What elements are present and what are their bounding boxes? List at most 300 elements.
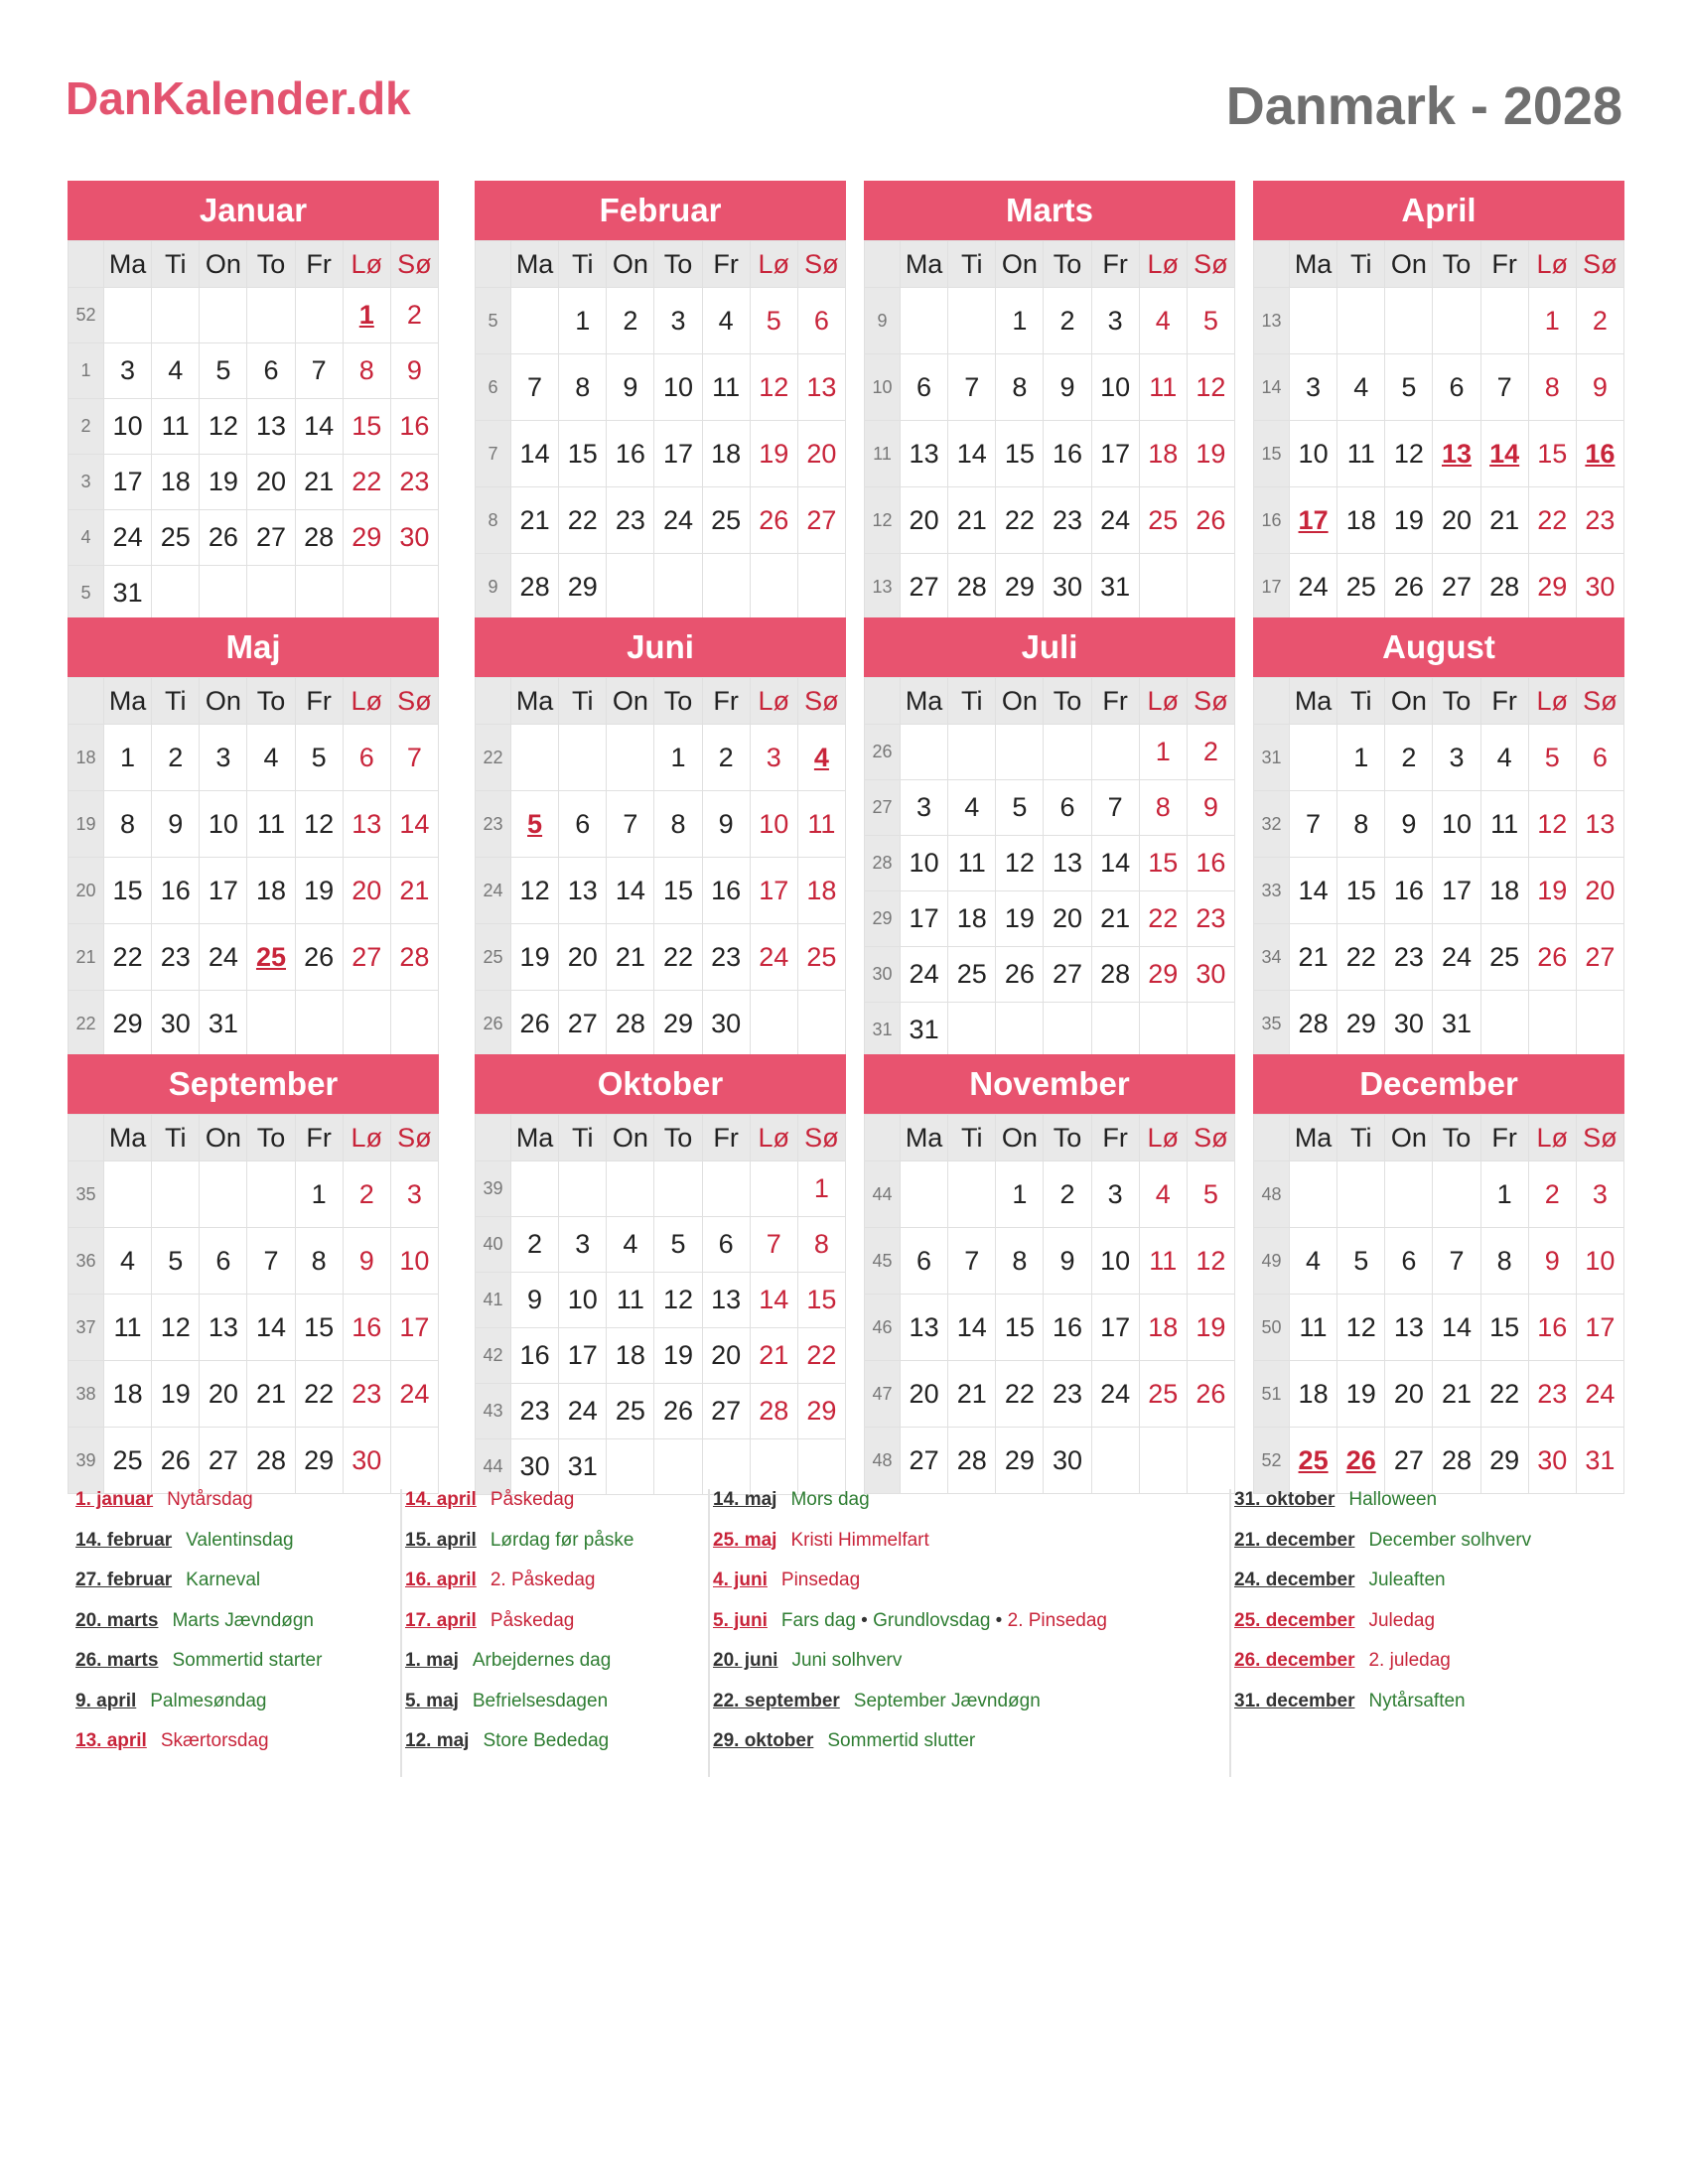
brand-logo[interactable]: DanKalender.dk <box>66 72 411 124</box>
day-cell: 23 <box>1044 487 1091 554</box>
day-cell: 21 <box>247 1361 295 1428</box>
empty-cell <box>295 288 343 343</box>
legend-item <box>1234 1610 1531 1651</box>
day-cell: 31 <box>200 991 247 1057</box>
weekday-header: Ma <box>1290 1115 1337 1161</box>
day-cell: 12 <box>1187 354 1234 421</box>
weekday-header: Fr <box>295 678 343 725</box>
legend-holiday-name: Karneval <box>186 1570 261 1590</box>
week-number: 26 <box>865 725 901 780</box>
day-cell: 25 <box>702 487 750 554</box>
month-title: November <box>864 1054 1235 1114</box>
day-cell: 19 <box>654 1328 702 1384</box>
day-cell: 19 <box>295 858 343 924</box>
day-cell: 15 <box>996 1295 1044 1361</box>
day-cell: 6 <box>901 354 948 421</box>
day-cell: 11 <box>607 1273 654 1328</box>
legend-date[interactable]: 15. april <box>405 1529 477 1551</box>
empty-cell <box>1091 1428 1139 1494</box>
empty-cell <box>1433 1161 1480 1228</box>
day-cell: 23 <box>702 924 750 991</box>
legend-date[interactable]: 14. maj <box>713 1489 777 1510</box>
day-cell: 7 <box>1433 1228 1480 1295</box>
weekday-header: Ti <box>559 241 607 288</box>
day-cell: 1 <box>1139 725 1187 780</box>
week-row <box>1254 487 1624 554</box>
week-row <box>69 725 439 791</box>
weekday-header: To <box>1433 241 1480 288</box>
legend-item <box>1234 1570 1531 1610</box>
day-cell: 14 <box>607 858 654 924</box>
day-cell: 24 <box>559 1384 607 1439</box>
legend-item <box>713 1530 1107 1570</box>
day-cell: 6 <box>1385 1228 1433 1295</box>
week-row <box>476 791 846 858</box>
week-number: 21 <box>69 924 104 991</box>
day-cell: 4 <box>104 1228 152 1295</box>
legend-date[interactable]: 14. april <box>405 1489 477 1510</box>
empty-cell <box>702 1161 750 1217</box>
day-cell: 30 <box>1044 554 1091 620</box>
week-row <box>1254 1228 1624 1295</box>
legend-holiday-name: Arbejdernes dag <box>472 1650 612 1671</box>
day-cell: 2 <box>343 1161 390 1228</box>
week-row <box>476 858 846 924</box>
legend-date[interactable]: 1. januar <box>75 1489 154 1510</box>
empty-cell <box>1091 725 1139 780</box>
empty-cell <box>390 1428 438 1494</box>
day-cell: 21 <box>948 1361 996 1428</box>
day-cell: 14 <box>1433 1295 1480 1361</box>
empty-cell <box>948 725 996 780</box>
weekday-header: Sø <box>390 678 438 725</box>
week-row <box>865 1161 1235 1228</box>
legend-item <box>1234 1691 1531 1731</box>
day-cell: 22 <box>797 1328 845 1384</box>
empty-cell <box>607 1161 654 1217</box>
legend-date[interactable]: 24. december <box>1234 1570 1355 1590</box>
week-row <box>1254 1295 1624 1361</box>
day-cell: 6 <box>1576 725 1623 791</box>
day-cell: 4 <box>1480 725 1528 791</box>
week-row <box>476 725 846 791</box>
legend-date[interactable]: 21. december <box>1234 1529 1355 1551</box>
day-cell: 30 <box>1385 991 1433 1057</box>
day-cell: 29 <box>996 1428 1044 1494</box>
day-cell: 20 <box>343 858 390 924</box>
day-cell: 30 <box>1576 554 1623 620</box>
day-cell: 24 <box>200 924 247 991</box>
day-cell: 17 <box>200 858 247 924</box>
week-row <box>865 1003 1235 1058</box>
weekday-header: Ma <box>901 678 948 725</box>
empty-cell <box>1187 554 1234 620</box>
week-header <box>476 1115 511 1161</box>
day-cell: 20 <box>1385 1361 1433 1428</box>
weekday-header: Ma <box>1290 678 1337 725</box>
week-row <box>69 1228 439 1295</box>
month-title: September <box>68 1054 439 1114</box>
day-cell: 9 <box>1187 780 1234 836</box>
day-cell: 28 <box>1290 991 1337 1057</box>
week-row <box>865 780 1235 836</box>
day-cell: 14 <box>1091 836 1139 891</box>
day-cell: 29 <box>1480 1428 1528 1494</box>
day-cell: 14 <box>948 421 996 487</box>
day-cell: 28 <box>390 924 438 991</box>
week-header <box>1254 1115 1290 1161</box>
legend-separator: • <box>990 1609 1008 1631</box>
weekday-header: Lø <box>1139 241 1187 288</box>
day-cell: 6 <box>343 725 390 791</box>
day-cell: 19 <box>996 891 1044 947</box>
week-row <box>1254 1361 1624 1428</box>
day-cell: 25 <box>1480 924 1528 991</box>
week-header <box>69 1115 104 1161</box>
legend-date[interactable]: 4. juni <box>713 1570 768 1590</box>
legend-item <box>75 1570 322 1610</box>
legend-date[interactable]: 20. marts <box>75 1609 159 1631</box>
weekday-header: Lø <box>1528 678 1576 725</box>
day-cell: 9 <box>1385 791 1433 858</box>
weekday-header: Ma <box>1290 241 1337 288</box>
day-cell: 17 <box>559 1328 607 1384</box>
day-cell: 4 <box>152 343 200 399</box>
legend-date[interactable]: 25. maj <box>713 1529 777 1551</box>
day-cell: 7 <box>607 791 654 858</box>
weekday-header: Ma <box>511 1115 559 1161</box>
day-cell: 30 <box>343 1428 390 1494</box>
day-cell: 2 <box>152 725 200 791</box>
weekday-header: To <box>654 1115 702 1161</box>
day-cell: 16 <box>1528 1295 1576 1361</box>
legend-holiday-name: Fars dag <box>780 1609 856 1631</box>
day-cell: 12 <box>996 836 1044 891</box>
legend-column <box>1234 1489 1531 1730</box>
day-cell: 2 <box>702 725 750 791</box>
legend-date[interactable]: 13. april <box>75 1730 147 1751</box>
legend-date[interactable]: 29. oktober <box>713 1730 814 1751</box>
weekday-header: Sø <box>797 1115 845 1161</box>
day-cell: 22 <box>996 1361 1044 1428</box>
legend-divider <box>400 1489 402 1777</box>
weekday-header: Lø <box>1528 241 1576 288</box>
day-cell: 23 <box>152 924 200 991</box>
week-row <box>476 487 846 554</box>
day-cell: 30 <box>1528 1428 1576 1494</box>
day-cell: 20 <box>702 1328 750 1384</box>
day-cell: 20 <box>559 924 607 991</box>
empty-cell <box>1385 1161 1433 1228</box>
day-cell: 10 <box>1576 1228 1623 1295</box>
weekday-header: Ti <box>948 1115 996 1161</box>
day-cell: 5 <box>1187 288 1234 354</box>
day-cell: 9 <box>702 791 750 858</box>
month-april <box>1253 181 1624 620</box>
week-row <box>1254 924 1624 991</box>
day-cell: 23 <box>1576 487 1623 554</box>
day-cell: 10 <box>1091 354 1139 421</box>
day-cell: 13 <box>901 421 948 487</box>
day-cell: 25 <box>948 947 996 1003</box>
legend-date[interactable]: 12. maj <box>405 1730 470 1751</box>
day-cell: 14 <box>390 791 438 858</box>
legend-date[interactable]: 5. juni <box>713 1609 768 1631</box>
month-title: Marts <box>864 181 1235 240</box>
day-cell: 16 <box>1044 421 1091 487</box>
day-cell: 18 <box>797 858 845 924</box>
day-cell: 7 <box>948 354 996 421</box>
week-row <box>865 554 1235 620</box>
weekday-header: Ma <box>901 241 948 288</box>
legend-date[interactable]: 20. juni <box>713 1650 778 1671</box>
week-number: 5 <box>69 566 104 621</box>
week-number: 33 <box>1254 858 1290 924</box>
day-cell: 24 <box>1576 1361 1623 1428</box>
day-cell: 28 <box>750 1384 797 1439</box>
week-number: 35 <box>69 1161 104 1228</box>
legend-item <box>75 1489 322 1530</box>
legend-date[interactable]: 9. april <box>75 1690 137 1711</box>
day-cell: 18 <box>1480 858 1528 924</box>
legend-holiday-name: 2. Pinsedag <box>1007 1609 1107 1631</box>
day-cell: 23 <box>511 1384 559 1439</box>
day-cell: 18 <box>702 421 750 487</box>
week-row <box>69 1428 439 1494</box>
day-cell: 29 <box>1139 947 1187 1003</box>
empty-cell <box>607 1439 654 1495</box>
empty-cell <box>750 1161 797 1217</box>
day-cell: 6 <box>702 1217 750 1273</box>
day-cell: 5 <box>750 288 797 354</box>
day-cell: 30 <box>1044 1428 1091 1494</box>
day-cell: 16 <box>1576 421 1623 487</box>
day-cell: 11 <box>797 791 845 858</box>
empty-cell <box>390 991 438 1057</box>
day-cell: 5 <box>654 1217 702 1273</box>
day-cell: 20 <box>901 1361 948 1428</box>
legend-date[interactable]: 25. december <box>1234 1609 1355 1631</box>
day-cell: 24 <box>750 924 797 991</box>
week-number: 29 <box>865 891 901 947</box>
day-cell: 31 <box>1433 991 1480 1057</box>
week-number: 16 <box>1254 487 1290 554</box>
day-cell: 2 <box>511 1217 559 1273</box>
empty-cell <box>104 288 152 343</box>
legend-date[interactable]: 17. april <box>405 1609 477 1631</box>
day-cell: 30 <box>152 991 200 1057</box>
weekday-header: Fr <box>1480 678 1528 725</box>
day-cell: 13 <box>343 791 390 858</box>
day-cell: 4 <box>948 780 996 836</box>
day-cell: 26 <box>1385 554 1433 620</box>
week-header <box>1254 241 1290 288</box>
legend-date[interactable]: 31. december <box>1234 1690 1355 1711</box>
legend-holiday-name: 2. juledag <box>1368 1650 1451 1671</box>
week-number: 3 <box>69 455 104 510</box>
day-cell: 19 <box>1187 421 1234 487</box>
week-row <box>1254 1161 1624 1228</box>
week-row <box>69 1295 439 1361</box>
legend-date[interactable]: 16. april <box>405 1570 477 1590</box>
day-cell: 29 <box>996 554 1044 620</box>
day-cell: 26 <box>1528 924 1576 991</box>
day-cell: 3 <box>750 725 797 791</box>
legend-item <box>75 1610 322 1651</box>
week-row <box>865 1428 1235 1494</box>
legend-item <box>405 1730 634 1771</box>
week-row <box>69 1161 439 1228</box>
legend-date[interactable]: 1. maj <box>405 1650 459 1671</box>
legend-divider <box>708 1489 710 1777</box>
empty-cell <box>295 566 343 621</box>
day-cell: 2 <box>1385 725 1433 791</box>
legend-item <box>405 1570 634 1610</box>
day-cell: 15 <box>343 399 390 455</box>
week-row <box>865 1295 1235 1361</box>
empty-cell <box>295 991 343 1057</box>
empty-cell <box>1139 554 1187 620</box>
empty-cell <box>1139 1428 1187 1494</box>
empty-cell <box>797 991 845 1057</box>
weekday-header: Sø <box>1576 678 1623 725</box>
week-number: 39 <box>69 1428 104 1494</box>
week-number: 19 <box>69 791 104 858</box>
week-number: 15 <box>1254 421 1290 487</box>
legend-item <box>405 1691 634 1731</box>
week-row <box>1254 354 1624 421</box>
legend-date[interactable]: 27. februar <box>75 1570 173 1590</box>
day-cell: 19 <box>1187 1295 1234 1361</box>
week-row <box>69 791 439 858</box>
day-cell: 21 <box>295 455 343 510</box>
weekday-header: Lø <box>1139 678 1187 725</box>
empty-cell <box>152 1161 200 1228</box>
week-row <box>69 510 439 566</box>
weekday-header: On <box>1385 678 1433 725</box>
week-row <box>1254 421 1624 487</box>
legend-item <box>713 1570 1107 1610</box>
day-cell: 1 <box>295 1161 343 1228</box>
day-cell: 6 <box>901 1228 948 1295</box>
day-cell: 27 <box>559 991 607 1057</box>
day-cell: 31 <box>1576 1428 1623 1494</box>
empty-cell <box>607 554 654 620</box>
week-number: 28 <box>865 836 901 891</box>
weekday-header: Ma <box>511 678 559 725</box>
day-cell: 21 <box>948 487 996 554</box>
legend-item <box>405 1530 634 1570</box>
day-cell: 14 <box>511 421 559 487</box>
legend-date[interactable]: 26. december <box>1234 1650 1355 1671</box>
empty-cell <box>948 1161 996 1228</box>
week-number: 38 <box>69 1361 104 1428</box>
day-cell: 1 <box>797 1161 845 1217</box>
weekday-header: Lø <box>343 678 390 725</box>
month-juni <box>475 617 846 1057</box>
legend-date[interactable]: 22. september <box>713 1690 840 1711</box>
week-number: 1 <box>69 343 104 399</box>
legend-holiday-name: Befrielsesdagen <box>472 1690 609 1711</box>
legend-holiday-name: December solhverv <box>1368 1529 1532 1551</box>
week-number: 50 <box>1254 1295 1290 1361</box>
week-number: 24 <box>476 858 511 924</box>
empty-cell <box>1290 1161 1337 1228</box>
day-cell: 1 <box>1337 725 1385 791</box>
day-cell: 28 <box>948 554 996 620</box>
empty-cell <box>200 1161 247 1228</box>
day-cell: 1 <box>654 725 702 791</box>
day-cell: 14 <box>295 399 343 455</box>
day-cell: 26 <box>1187 1361 1234 1428</box>
day-cell: 18 <box>1139 421 1187 487</box>
week-number: 31 <box>1254 725 1290 791</box>
day-cell: 27 <box>901 1428 948 1494</box>
day-cell: 11 <box>247 791 295 858</box>
day-cell: 24 <box>104 510 152 566</box>
week-row <box>865 421 1235 487</box>
week-row <box>1254 858 1624 924</box>
week-number: 31 <box>865 1003 901 1058</box>
day-cell: 15 <box>1139 836 1187 891</box>
day-cell: 21 <box>1480 487 1528 554</box>
day-cell: 16 <box>1187 836 1234 891</box>
legend-holiday-name: Sommertid slutter <box>827 1730 976 1751</box>
week-number: 34 <box>1254 924 1290 991</box>
weekday-header: Lø <box>1528 1115 1576 1161</box>
month-title: Januar <box>68 181 439 240</box>
day-cell: 3 <box>901 780 948 836</box>
day-cell: 13 <box>1044 836 1091 891</box>
legend-date[interactable]: 5. maj <box>405 1690 459 1711</box>
week-number: 26 <box>476 991 511 1057</box>
day-cell: 22 <box>1337 924 1385 991</box>
weekday-header: Lø <box>1139 1115 1187 1161</box>
legend-holiday-name: Kristi Himmelfart <box>790 1529 929 1551</box>
day-cell: 4 <box>797 725 845 791</box>
empty-cell <box>1433 288 1480 354</box>
legend-date[interactable]: 26. marts <box>75 1650 159 1671</box>
month-marts <box>864 181 1235 620</box>
legend-date[interactable]: 31. oktober <box>1234 1489 1336 1510</box>
weekday-header: Ti <box>152 241 200 288</box>
day-cell: 1 <box>1528 288 1576 354</box>
day-cell: 3 <box>200 725 247 791</box>
empty-cell <box>1576 991 1623 1057</box>
weekday-header: Sø <box>1187 1115 1234 1161</box>
empty-cell <box>152 566 200 621</box>
week-number: 48 <box>1254 1161 1290 1228</box>
day-cell: 7 <box>1290 791 1337 858</box>
week-number: 14 <box>1254 354 1290 421</box>
day-cell: 26 <box>200 510 247 566</box>
day-cell: 9 <box>511 1273 559 1328</box>
day-cell: 24 <box>390 1361 438 1428</box>
week-number: 12 <box>865 487 901 554</box>
empty-cell <box>948 288 996 354</box>
day-cell: 26 <box>295 924 343 991</box>
weekday-header: On <box>200 241 247 288</box>
day-cell: 27 <box>702 1384 750 1439</box>
day-cell: 10 <box>1091 1228 1139 1295</box>
day-cell: 13 <box>1433 421 1480 487</box>
legend-holiday-name: Sommertid starter <box>172 1650 323 1671</box>
week-row <box>476 991 846 1057</box>
legend-item <box>75 1530 322 1570</box>
day-cell: 22 <box>996 487 1044 554</box>
legend-date[interactable]: 14. februar <box>75 1529 173 1551</box>
day-cell: 25 <box>104 1428 152 1494</box>
